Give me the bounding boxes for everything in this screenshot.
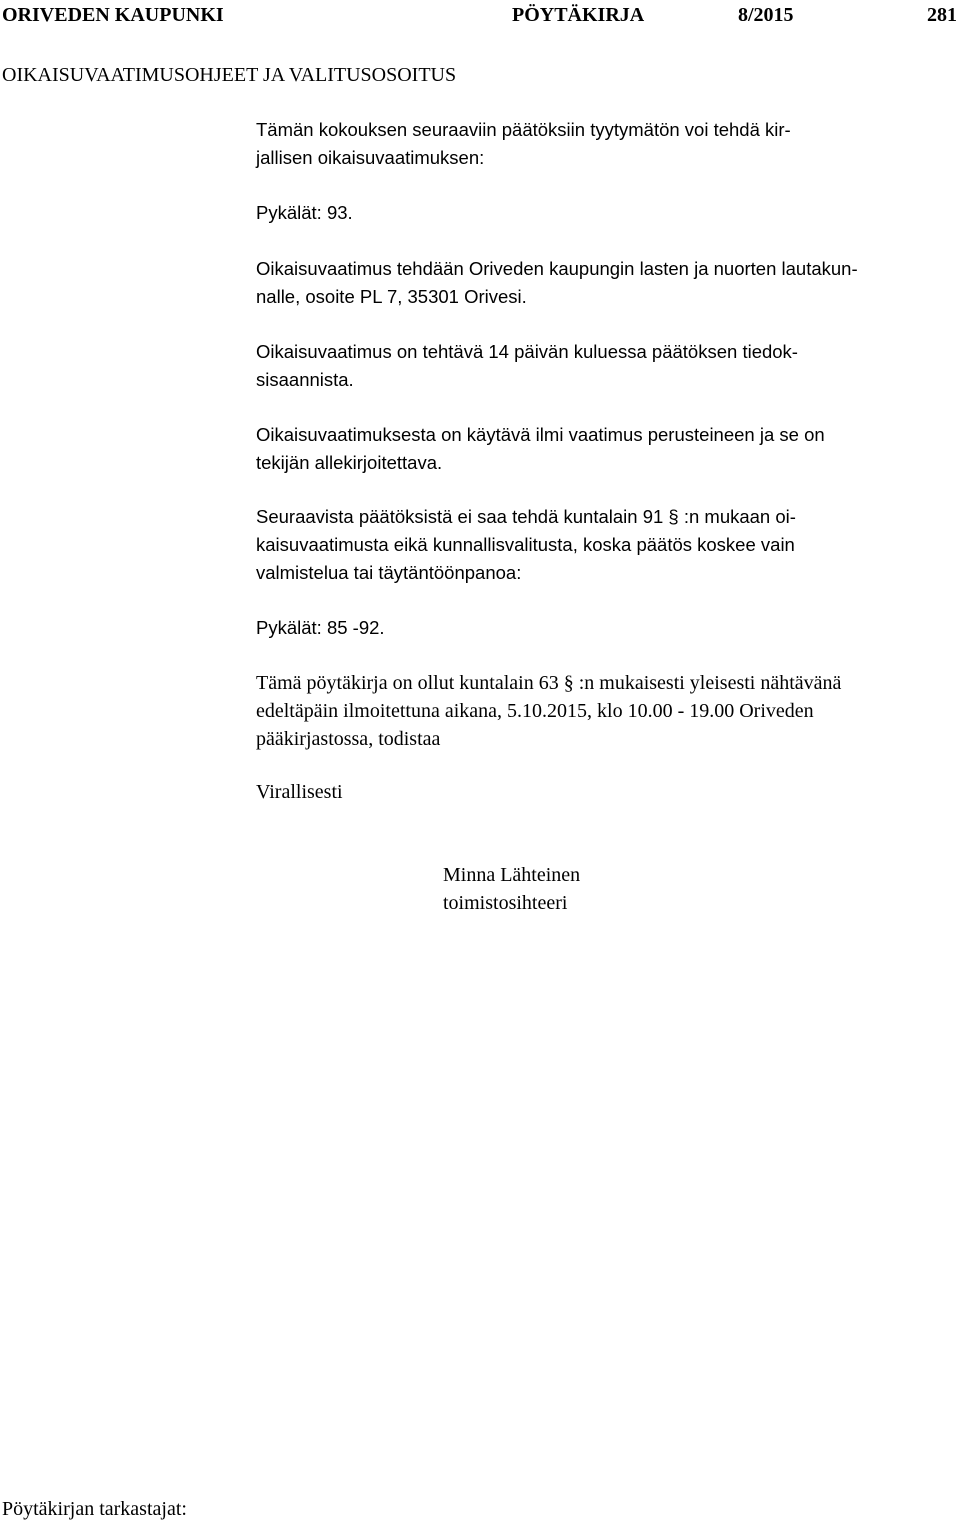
officially-paragraph [256, 778, 946, 806]
content-line: Oikaisuvaatimuksesta on käytävä ilmi vaatimus perusteineen ja se on [256, 424, 825, 445]
deadline-line: Oikaisuvaatimus on tehtävä 14 päivän kuluessa päätöksen tiedok- [256, 341, 798, 362]
public-notice-line: edeltäpäin ilmoitettuna aikana, 5.10.2015, klo 10.00 - 19.00 Oriveden [256, 700, 814, 722]
public-notice-line: pääkirjastossa, todistaa [256, 728, 441, 750]
sections-not-appealable-paragraph [256, 614, 946, 642]
header-page-number: 281 [927, 4, 957, 26]
deadline-line: sisaannista. [256, 369, 354, 390]
content-line: tekijän allekirjoitettava. [256, 452, 443, 473]
deadline-paragraph [256, 338, 946, 394]
not-appealable-line: Seuraavista päätöksistä ei saa tehdä kuntalain 91 § :n mukaan oi- [256, 506, 796, 527]
intro-line: Tämän kokouksen seuraaviin päätöksiin tyytymätön voi tehdä kir- [256, 119, 791, 140]
intro-paragraph [256, 116, 946, 172]
section-title: OIKAISUVAATIMUSOHJEET JA VALITUSOSOITUS [2, 64, 457, 86]
header-organization: ORIVEDEN KAUPUNKI [2, 4, 224, 26]
sections-appealable-paragraph [256, 199, 946, 227]
not-appealable-paragraph [256, 503, 946, 587]
header-meeting-number: 8/2015 [738, 4, 794, 26]
sections-appealable: Pykälät: 93. [256, 202, 353, 223]
signature-title: toimistosihteeri [443, 892, 568, 914]
officially-text: Virallisesti [256, 781, 343, 803]
not-appealable-line: kaisuvaatimusta eikä kunnallisvalitusta, koska päätös koskee vain [256, 534, 795, 555]
footer-reviewers-label: Pöytäkirjan tarkastajat: [2, 1498, 187, 1520]
intro-line: jallisen oikaisuvaatimuksen: [256, 147, 485, 168]
address-line: nalle, osoite PL 7, 35301 Orivesi. [256, 286, 527, 307]
header-document-type: PÖYTÄKIRJA [512, 4, 645, 26]
public-notice-paragraph [256, 669, 946, 753]
not-appealable-line: valmistelua tai täytäntöönpanoa: [256, 562, 522, 583]
sections-not-appealable: Pykälät: 85 -92. [256, 617, 385, 638]
address-paragraph [256, 255, 946, 311]
public-notice-line: Tämä pöytäkirja on ollut kuntalain 63 § :n mukaisesti yleisesti nähtävänä [256, 672, 842, 694]
signature-name: Minna Lähteinen [443, 864, 581, 886]
address-line: Oikaisuvaatimus tehdään Oriveden kaupungin lasten ja nuorten lautakun- [256, 258, 858, 279]
content-paragraph [256, 421, 946, 477]
